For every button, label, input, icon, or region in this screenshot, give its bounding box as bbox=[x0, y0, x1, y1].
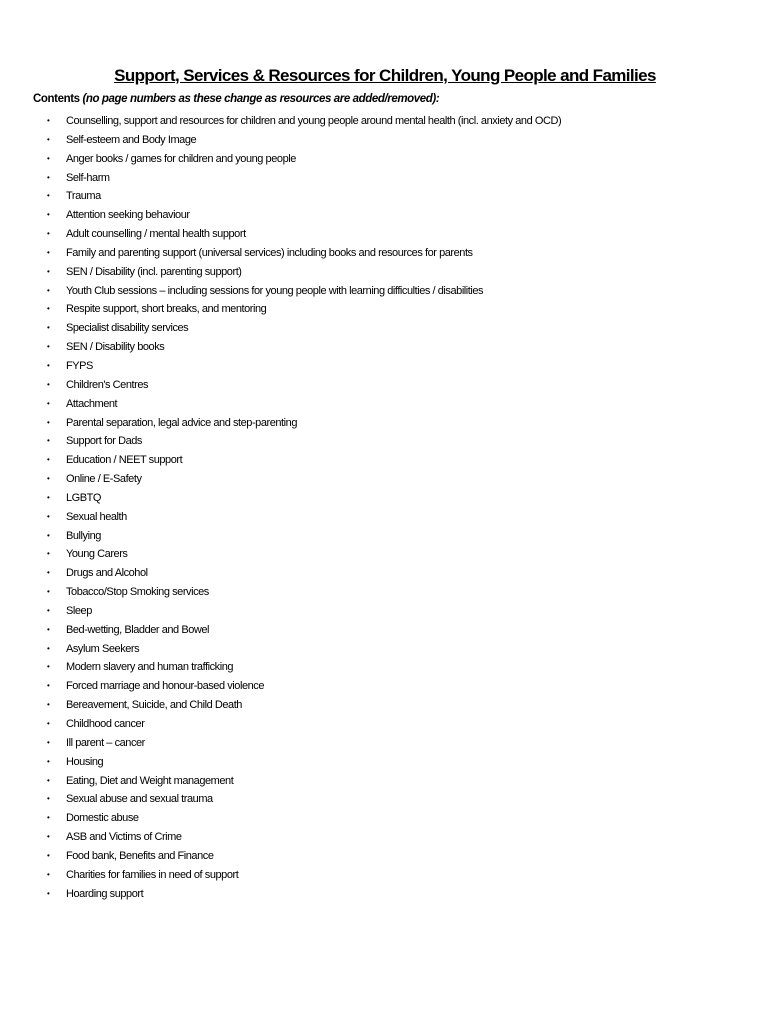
list-item-text: Online / E-Safety bbox=[66, 473, 142, 486]
list-item bbox=[0, 376, 561, 395]
bullet-icon: • bbox=[47, 813, 50, 823]
bullet-icon: • bbox=[47, 134, 50, 144]
list-item bbox=[0, 658, 561, 677]
list-item-text: FYPS bbox=[66, 359, 93, 372]
list-item-text: Attention seeking behaviour bbox=[66, 209, 190, 222]
list-item bbox=[0, 319, 561, 338]
list-item-text: Attachment bbox=[66, 397, 118, 410]
bullet-icon: • bbox=[47, 549, 50, 559]
list-item bbox=[0, 395, 561, 414]
bullet-icon: • bbox=[47, 530, 50, 540]
list-item-text: Sexual abuse and sexual trauma bbox=[66, 793, 213, 806]
contents-heading bbox=[33, 93, 439, 105]
bullet-icon: • bbox=[47, 474, 50, 484]
bullet-icon: • bbox=[47, 832, 50, 842]
list-item bbox=[0, 583, 561, 602]
list-item bbox=[0, 809, 561, 828]
list-item bbox=[0, 169, 561, 188]
list-item-text: Family and parenting support (universal services) including books and resources for parents bbox=[66, 246, 473, 259]
list-item-text: Parental separation, legal advice and step-parenting bbox=[66, 416, 297, 429]
list-item-text: Specialist disability services bbox=[66, 322, 189, 335]
bullet-icon: • bbox=[47, 172, 50, 182]
bullet-icon: • bbox=[47, 116, 50, 125]
bullet-icon: • bbox=[47, 492, 50, 502]
contents-note: (no page numbers as these change as resources are added/removed): bbox=[82, 93, 440, 105]
list-item bbox=[0, 150, 561, 169]
list-item-text: Self-harm bbox=[66, 171, 110, 184]
bullet-icon: • bbox=[47, 643, 50, 653]
list-item bbox=[0, 753, 561, 772]
bullet-icon: • bbox=[47, 191, 50, 201]
bullet-icon: • bbox=[47, 229, 50, 239]
list-item bbox=[0, 847, 561, 866]
contents-label: Contents bbox=[33, 93, 80, 105]
list-item-text: Sleep bbox=[66, 604, 92, 617]
bullet-icon: • bbox=[47, 568, 50, 578]
bullet-icon: • bbox=[47, 342, 50, 352]
list-item-text: Anger books / games for children and young people bbox=[66, 152, 296, 165]
list-item bbox=[0, 602, 561, 621]
list-item-text: Adult counselling / mental health support bbox=[66, 228, 246, 241]
bullet-icon: • bbox=[47, 737, 50, 747]
list-item-text: Childhood cancer bbox=[66, 718, 145, 730]
list-item bbox=[0, 715, 561, 734]
bullet-icon: • bbox=[47, 511, 50, 521]
list-item-text: Food bank, Benefits and Finance bbox=[66, 849, 214, 862]
list-item bbox=[0, 885, 561, 904]
list-item bbox=[0, 187, 561, 206]
list-item bbox=[0, 677, 561, 696]
list-item bbox=[0, 206, 561, 225]
list-item bbox=[0, 508, 561, 527]
list-item-text: SEN / Disability (incl. parenting support) bbox=[66, 265, 242, 278]
list-item-text: Sexual health bbox=[66, 510, 127, 523]
list-item-text: Support for Dads bbox=[66, 435, 142, 448]
list-item bbox=[0, 470, 561, 489]
list-item bbox=[0, 432, 561, 451]
list-item-text: Youth Club sessions – including sessions for young people with learning difficulties / disabilities bbox=[66, 284, 484, 297]
bullet-icon: • bbox=[47, 436, 50, 446]
bullet-icon: • bbox=[47, 417, 50, 427]
bullet-icon: • bbox=[47, 379, 50, 389]
list-item-text: LGBTQ bbox=[66, 491, 102, 504]
bullet-icon: • bbox=[47, 398, 50, 408]
list-item-text: SEN / Disability books bbox=[66, 341, 165, 354]
bullet-icon: • bbox=[47, 285, 50, 295]
list-item-text: Bed-wetting, Bladder and Bowel bbox=[66, 623, 210, 636]
list-item bbox=[0, 545, 561, 564]
list-item-text: Asylum Seekers bbox=[66, 642, 140, 655]
bullet-icon: • bbox=[47, 266, 50, 276]
bullet-icon: • bbox=[47, 360, 50, 370]
list-item bbox=[0, 451, 561, 470]
list-item-text: Respite support, short breaks, and mentoring bbox=[66, 303, 267, 316]
list-item-text: Children's Centres bbox=[66, 378, 149, 391]
list-item bbox=[0, 282, 561, 301]
bullet-icon: • bbox=[47, 681, 50, 691]
list-item-text: Housing bbox=[66, 755, 104, 768]
document-title: Support, Services & Resources for Children, Young People and Families bbox=[114, 66, 656, 85]
list-item-text: Drugs and Alcohol bbox=[66, 567, 148, 580]
bullet-icon: • bbox=[47, 756, 50, 766]
list-item bbox=[0, 338, 561, 357]
list-item bbox=[0, 112, 561, 131]
bullet-icon: • bbox=[47, 624, 50, 634]
list-item bbox=[0, 621, 561, 640]
list-item bbox=[0, 828, 561, 847]
list-item bbox=[0, 225, 561, 244]
bullet-icon: • bbox=[47, 662, 50, 672]
contents-list bbox=[0, 112, 561, 903]
bullet-icon: • bbox=[47, 153, 50, 163]
bullet-icon: • bbox=[47, 869, 50, 879]
list-item bbox=[0, 866, 561, 885]
list-item bbox=[0, 527, 561, 546]
list-item bbox=[0, 772, 561, 791]
list-item bbox=[0, 696, 561, 715]
list-item-text: Eating, Diet and Weight management bbox=[66, 774, 234, 787]
bullet-icon: • bbox=[47, 775, 50, 785]
list-item bbox=[0, 564, 561, 583]
list-item bbox=[0, 131, 561, 150]
list-item-text: Charities for families in need of support bbox=[66, 868, 239, 881]
list-item-text: Bereavement, Suicide, and Child Death bbox=[66, 699, 242, 712]
bullet-icon: • bbox=[47, 700, 50, 710]
list-item bbox=[0, 414, 561, 433]
list-item bbox=[0, 734, 561, 753]
bullet-icon: • bbox=[47, 719, 50, 728]
list-item-text: ASB and Victims of Crime bbox=[66, 831, 182, 844]
list-item-text: Ill parent – cancer bbox=[66, 736, 145, 749]
bullet-icon: • bbox=[47, 850, 50, 860]
list-item-text: Domestic abuse bbox=[66, 812, 139, 825]
bullet-icon: • bbox=[47, 304, 50, 314]
bullet-icon: • bbox=[47, 323, 50, 333]
bullet-icon: • bbox=[47, 587, 50, 597]
list-item bbox=[0, 790, 561, 809]
list-item-text: Trauma bbox=[66, 190, 101, 203]
list-item-text: Bullying bbox=[66, 529, 101, 542]
bullet-icon: • bbox=[47, 455, 50, 465]
bullet-icon: • bbox=[47, 888, 50, 898]
list-item bbox=[0, 640, 561, 659]
bullet-icon: • bbox=[47, 794, 50, 804]
list-item bbox=[0, 244, 561, 263]
list-item-text: Young Carers bbox=[66, 548, 128, 561]
bullet-icon: • bbox=[47, 605, 50, 615]
bullet-icon: • bbox=[47, 247, 50, 257]
list-item-text: Counselling, support and resources for children and young people around mental health (incl. anxiety and OCD) bbox=[66, 115, 562, 127]
list-item bbox=[0, 300, 561, 319]
list-item-text: Education / NEET support bbox=[66, 454, 183, 467]
bullet-icon: • bbox=[47, 210, 50, 220]
list-item-text: Modern slavery and human trafficking bbox=[66, 661, 234, 674]
list-item bbox=[0, 263, 561, 282]
list-item-text: Tobacco/Stop Smoking services bbox=[66, 586, 209, 599]
list-item-text: Hoarding support bbox=[66, 887, 144, 900]
list-item-text: Forced marriage and honour-based violence bbox=[66, 680, 265, 693]
list-item-text: Self-esteem and Body Image bbox=[66, 133, 197, 146]
list-item bbox=[0, 489, 561, 508]
list-item bbox=[0, 357, 561, 376]
